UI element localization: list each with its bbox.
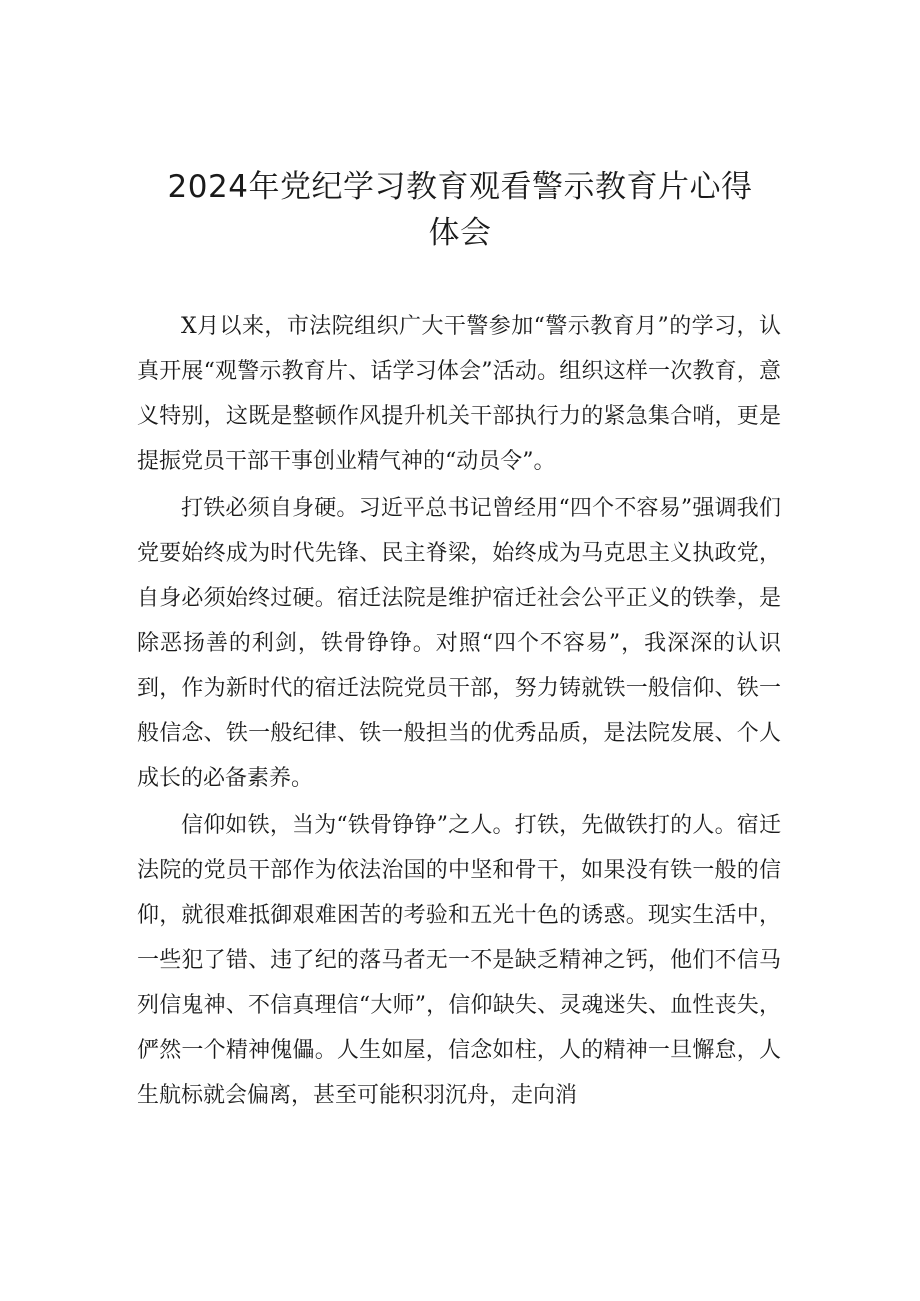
title-line-1: 2024年党纪学习教育观看警示教育片心得	[167, 169, 753, 205]
title-line-2: 体会	[428, 215, 492, 251]
paragraph-2: 打铁必须自身硬。习近平总书记曾经用“四个不容易”强调我们党要始终成为时代先锋、民主脊梁，始终成为马克思主义执政党，自身必须始终过硬。宿迁法院是维护宿迁社会公平正义的铁拳，是除恶扬善的利剑，铁骨铮铮。对照“四个不容易”，我深深的认识到，作为新时代的宿迁法院党员干部，努力铸就铁一般信仰、铁一般信念、铁一般纪律、铁一般担当的优秀品质，是法院发展、个人成长的必备素养。	[137, 496, 781, 791]
document-body	[137, 304, 781, 1118]
paragraph-3: 信仰如铁，当为“铁骨铮铮”之人。打铁，先做铁打的人。宿迁法院的党员干部作为依法治国的中坚和骨干，如果没有铁一般的信仰，就很难抵御艰难困苦的考验和五光十色的诱惑。现实生活中，一些犯了错、违了纪的落马者无一不是缺乏精神之钙，他们不信马列信鬼神、不信真理信“大师”，信仰缺失、灵魂迷失、血性丧失，俨然一个精神傀儡。人生如屋，信念如柱，人的精神一旦懈怠，人生航标就会偏离，甚至可能积羽沉舟，走向消	[137, 813, 781, 1108]
paragraph-1: X月以来，市法院组织广大干警参加“警示教育月”的学习，认真开展“观警示教育片、话学习体会”活动。组织这样一次教育，意义特别，这既是整顿作风提升机关干部执行力的紧急集合哨，更是提振党员干部干事创业精气神的“动员令”。	[137, 314, 781, 474]
document-title	[130, 164, 790, 256]
